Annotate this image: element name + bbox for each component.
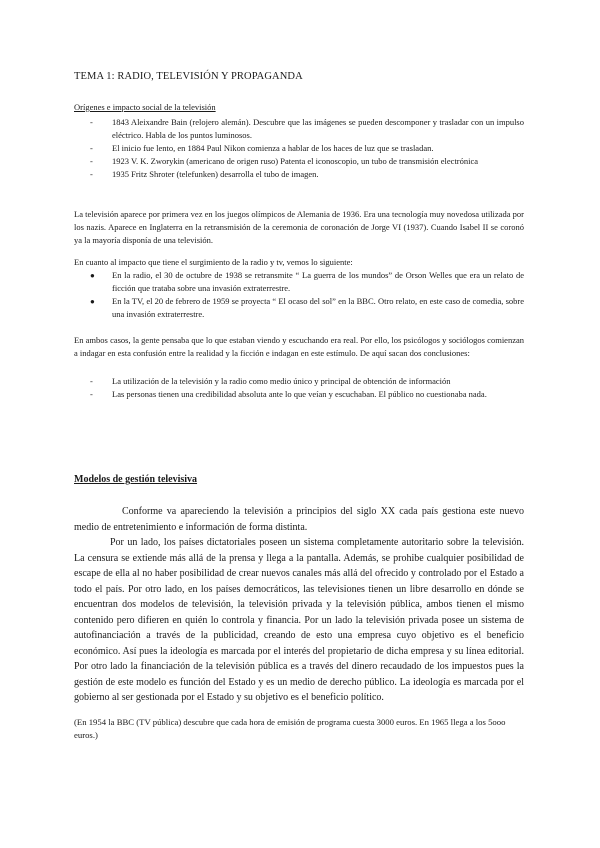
dash-marker: - <box>90 156 93 166</box>
bbc-cost-note: (En 1954 la BBC (TV pública) descubre que cada hora de emisión de programa cuesta 3000 euros. En 1965 llega a los 5ooo euros.) <box>74 717 506 740</box>
conclusions-list <box>74 375 524 401</box>
list-item: ● En la TV, el 20 de febrero de 1959 se proyecta “ El ocaso del sol” en la BBC. Otro relato, en este caso de comedia, sobre una invasión extraterrestre. <box>90 296 524 319</box>
list-item: - La utilización de la televisión y la radio como medio único y principal de obtención de información <box>90 376 451 386</box>
list-item: - 1935 Fritz Shroter (telefunken) desarrolla el tubo de imagen. <box>90 169 319 179</box>
dash-marker: - <box>90 389 93 399</box>
olympics-paragraph: La televisión aparece por primera vez en los juegos olímpicos de Alemania de 1936. Era una tecnología muy novedosa utilizada por los nazis. Aparece en Inglaterra en la retransmisión de la ceremonia de coronación de Jorge VI (1937). Cuando Isabel II se coronó ya la mayoría disponía de una televisión. <box>74 209 524 245</box>
dash-marker: - <box>90 117 93 127</box>
dash-marker: - <box>90 169 93 179</box>
list-item: - El inicio fue lento, en 1884 Paul Nikon comienza a hablar de los haces de luz que se trasladan. <box>90 143 434 153</box>
bullet-icon: ● <box>90 271 95 280</box>
dash-marker: - <box>90 376 93 386</box>
origins-heading: Orígenes e impacto social de la televisión <box>74 102 216 112</box>
bullet-icon: ● <box>90 297 95 306</box>
list-item: - 1843 Aleixandre Bain (relojero alemán). Descubre que las imágenes se pueden descomponer y trasladar con un impulso eléctrico. Habla de los puntos luminosos. <box>90 117 524 140</box>
dash-marker: - <box>90 143 93 153</box>
models-main-paragraph: Por un lado, los países dictatoriales poseen un sistema completamente autoritario sobre la televisión. La censura se extiende más allá de la prensa y llega a la pantalla. Además, se prohibe cualquier posibilidad de escape de ella al no haber posibilidad de crear nuevos canales más allá del ofrecido y controlado por el Estado a todo el país. Por otro lado, en los países democráticos, las televisiones tienen un libre desarrollo en dónde se encuentran dos modelos de televisión, la televisión privada y la televisión pública, ambos tienen el mismo contenido pero difieren en quién lo controla y financia. Por un lado la televisión privada posee un sistema de autofinanciación a través de la publicidad, creando de esto una empresa cuyo objetivo es el beneficio económico. Así pues la ideología es marcada por el interés del propietario de dicha empresa y su línea editorial. Por otro lado la financiación de la televisión pública es a través del dinero recaudado de los impuestos pues la gestión de este modelo es función del Estado y es un medio de derecho público. La ideología es marcada por el gobierno al ser gestionada por el Estado y su objetivo es el beneficio político. <box>74 537 524 703</box>
origins-list <box>74 116 524 181</box>
conclusions-paragraph: En ambos casos, la gente pensaba que lo que estaban viendo y escuchando era real. Por ello, los psicólogos y sociólogos comienzan a indagar en esta confusión entre la realidad y la ficción e indagan en este estímulo. De aquí sacan dos conclusiones: <box>74 335 524 358</box>
list-item: ● En la radio, el 30 de octubre de 1938 se retransmite “ La guerra de los mundos” de Orson Welles que era un relato de ficción que trataba sobre una invasión extraterrestre. <box>90 270 524 293</box>
list-item: - 1923 V. K. Zworykin (americano de origen ruso) Patenta el iconoscopio, un tubo de transmisión electrónica <box>90 156 479 166</box>
impact-list <box>74 269 524 321</box>
list-item: - Las personas tienen una credibilidad absoluta ante lo que veían y escuchaban. El público no cuestionaba nada. <box>90 389 487 399</box>
impact-intro: En cuanto al impacto que tiene el surgimiento de la radio y tv, vemos lo siguiente: <box>74 257 353 267</box>
page-title: TEMA 1: RADIO, TELEVISIÓN Y PROPAGANDA <box>74 71 303 82</box>
models-heading: Modelos de gestión televisiva <box>74 474 198 485</box>
models-intro-paragraph: Conforme va apareciendo la televisión a principios del siglo XX cada país gestiona este nuevo medio de entretenimiento e información de forma distinta. <box>74 506 524 533</box>
